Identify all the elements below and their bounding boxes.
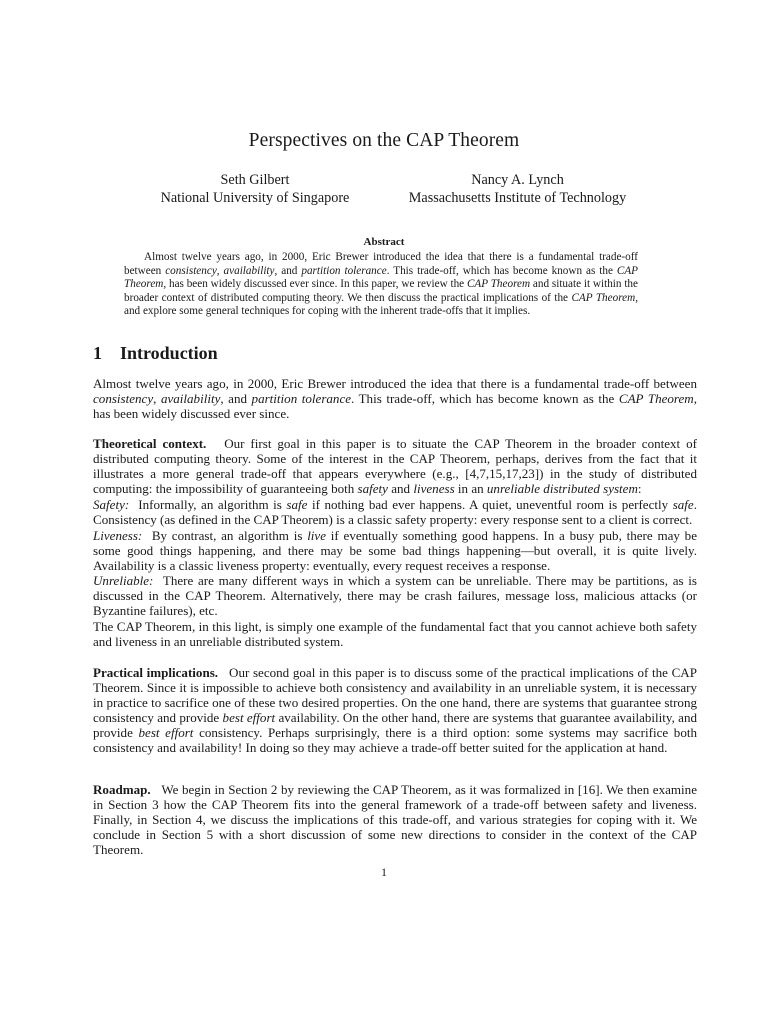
safety-item: Safety: Informally, an algorithm is safe if nothing bad ever happens. A quiet, uneventful room is perfectly safe. Consistency (as defined in the CAP Theorem) is a classic safety property: every response sent to a client is correct. [93, 497, 697, 528]
practical-implications-paragraph: Practical implications. Our second goal in this paper is to discuss some of the practical implications of the CAP Theorem. Since it is impossible to achieve both consistency and availability in an unreliable system, it is necessary in practice to sacrifice one of these two desired properties. On the one hand, there are systems that guarantee strong consistency and provide best effort availability. On the other hand, there are systems that guarantee availability, and provide best effort consistency. Perhaps surprisingly, there is a third option: some systems may sacrifice both consistency and availability! In doing so they may achieve a trade-off better suited for the application at hand. [93, 665, 697, 756]
author-1-name: Seth Gilbert [220, 172, 290, 188]
author-2-name: Nancy A. Lynch [471, 172, 564, 188]
theoretical-context-paragraph: Theoretical context. Our first goal in this paper is to situate the CAP Theorem in the broader context of distributed computing theory. Some of the interest in the CAP Theorem, perhaps, derives from the fact that it illustrates a more general trade-off that appears everywhere (e.g., [4,7,15,17,23]) in the study of distributed computing: the impossibility of guaranteeing both safety and liveness in an unreliable distributed system: [93, 436, 698, 497]
author-2-affiliation: Massachusetts Institute of Technology [408, 189, 627, 206]
cap-light-paragraph: The CAP Theorem, in this light, is simply one example of the fundamental fact that you cannot achieve both safety and liveness in an unreliable distributed system. [93, 619, 697, 650]
section-number: 1 [93, 343, 102, 363]
unreliable-item: Unreliable: There are many different ways in which a system can be unreliable. There may be partitions, as is discussed in the CAP Theorem. Alternatively, there may be crash failures, message loss, malicious attacks (or Byzantine failures), etc. [93, 573, 697, 619]
liveness-item: Liveness: By contrast, an algorithm is live if eventually something good happens. In a busy pub, there may be some good things happening, and there may be some bad things happening—but overall, it is quite lively. Availability is a classic liveness property: eventually, every request receives a response. [93, 528, 697, 574]
abstract-heading: Abstract [363, 236, 405, 248]
paper-title: Perspectives on the CAP Theorem [248, 130, 520, 151]
author-2 [390, 172, 645, 207]
page-number: 1 [381, 865, 387, 879]
roadmap-paragraph: Roadmap. We begin in Section 2 by reviewing the CAP Theorem, as it was formalized in [16]. We then examine in Section 3 how the CAP Theorem fits into the general framework of a trade-off between safety and liveness. Finally, in Section 4, we discuss the implications of this trade-off, and various strategies for coping with it. We conclude in Section 5 with a short discussion of some new directions to consider in the context of the CAP Theorem. [93, 782, 697, 858]
author-1 [130, 172, 380, 207]
abstract-text: Almost twelve years ago, in 2000, Eric Brewer introduced the idea that there is a fundamental trade-off between consistency, availability, and partition tolerance. This trade-off, which has become known as the CAP Theorem, has been widely discussed ever since. In this paper, we review the CAP Theorem and situate it within the broader context of distributed computing theory. We then discuss the practical implications of the CAP Theorem, and explore some general techniques for coping with the inherent trade-offs that it implies. [124, 251, 639, 317]
intro-paragraph: Almost twelve years ago, in 2000, Eric Brewer introduced the idea that there is a fundamental trade-off between consistency, availability, and partition tolerance. This trade-off, which has become known as the CAP Theorem, has been widely discussed ever since. [93, 376, 697, 422]
section-title: Introduction [120, 343, 218, 363]
author-1-affiliation: National University of Singapore [160, 189, 350, 206]
section-heading [93, 343, 218, 364]
